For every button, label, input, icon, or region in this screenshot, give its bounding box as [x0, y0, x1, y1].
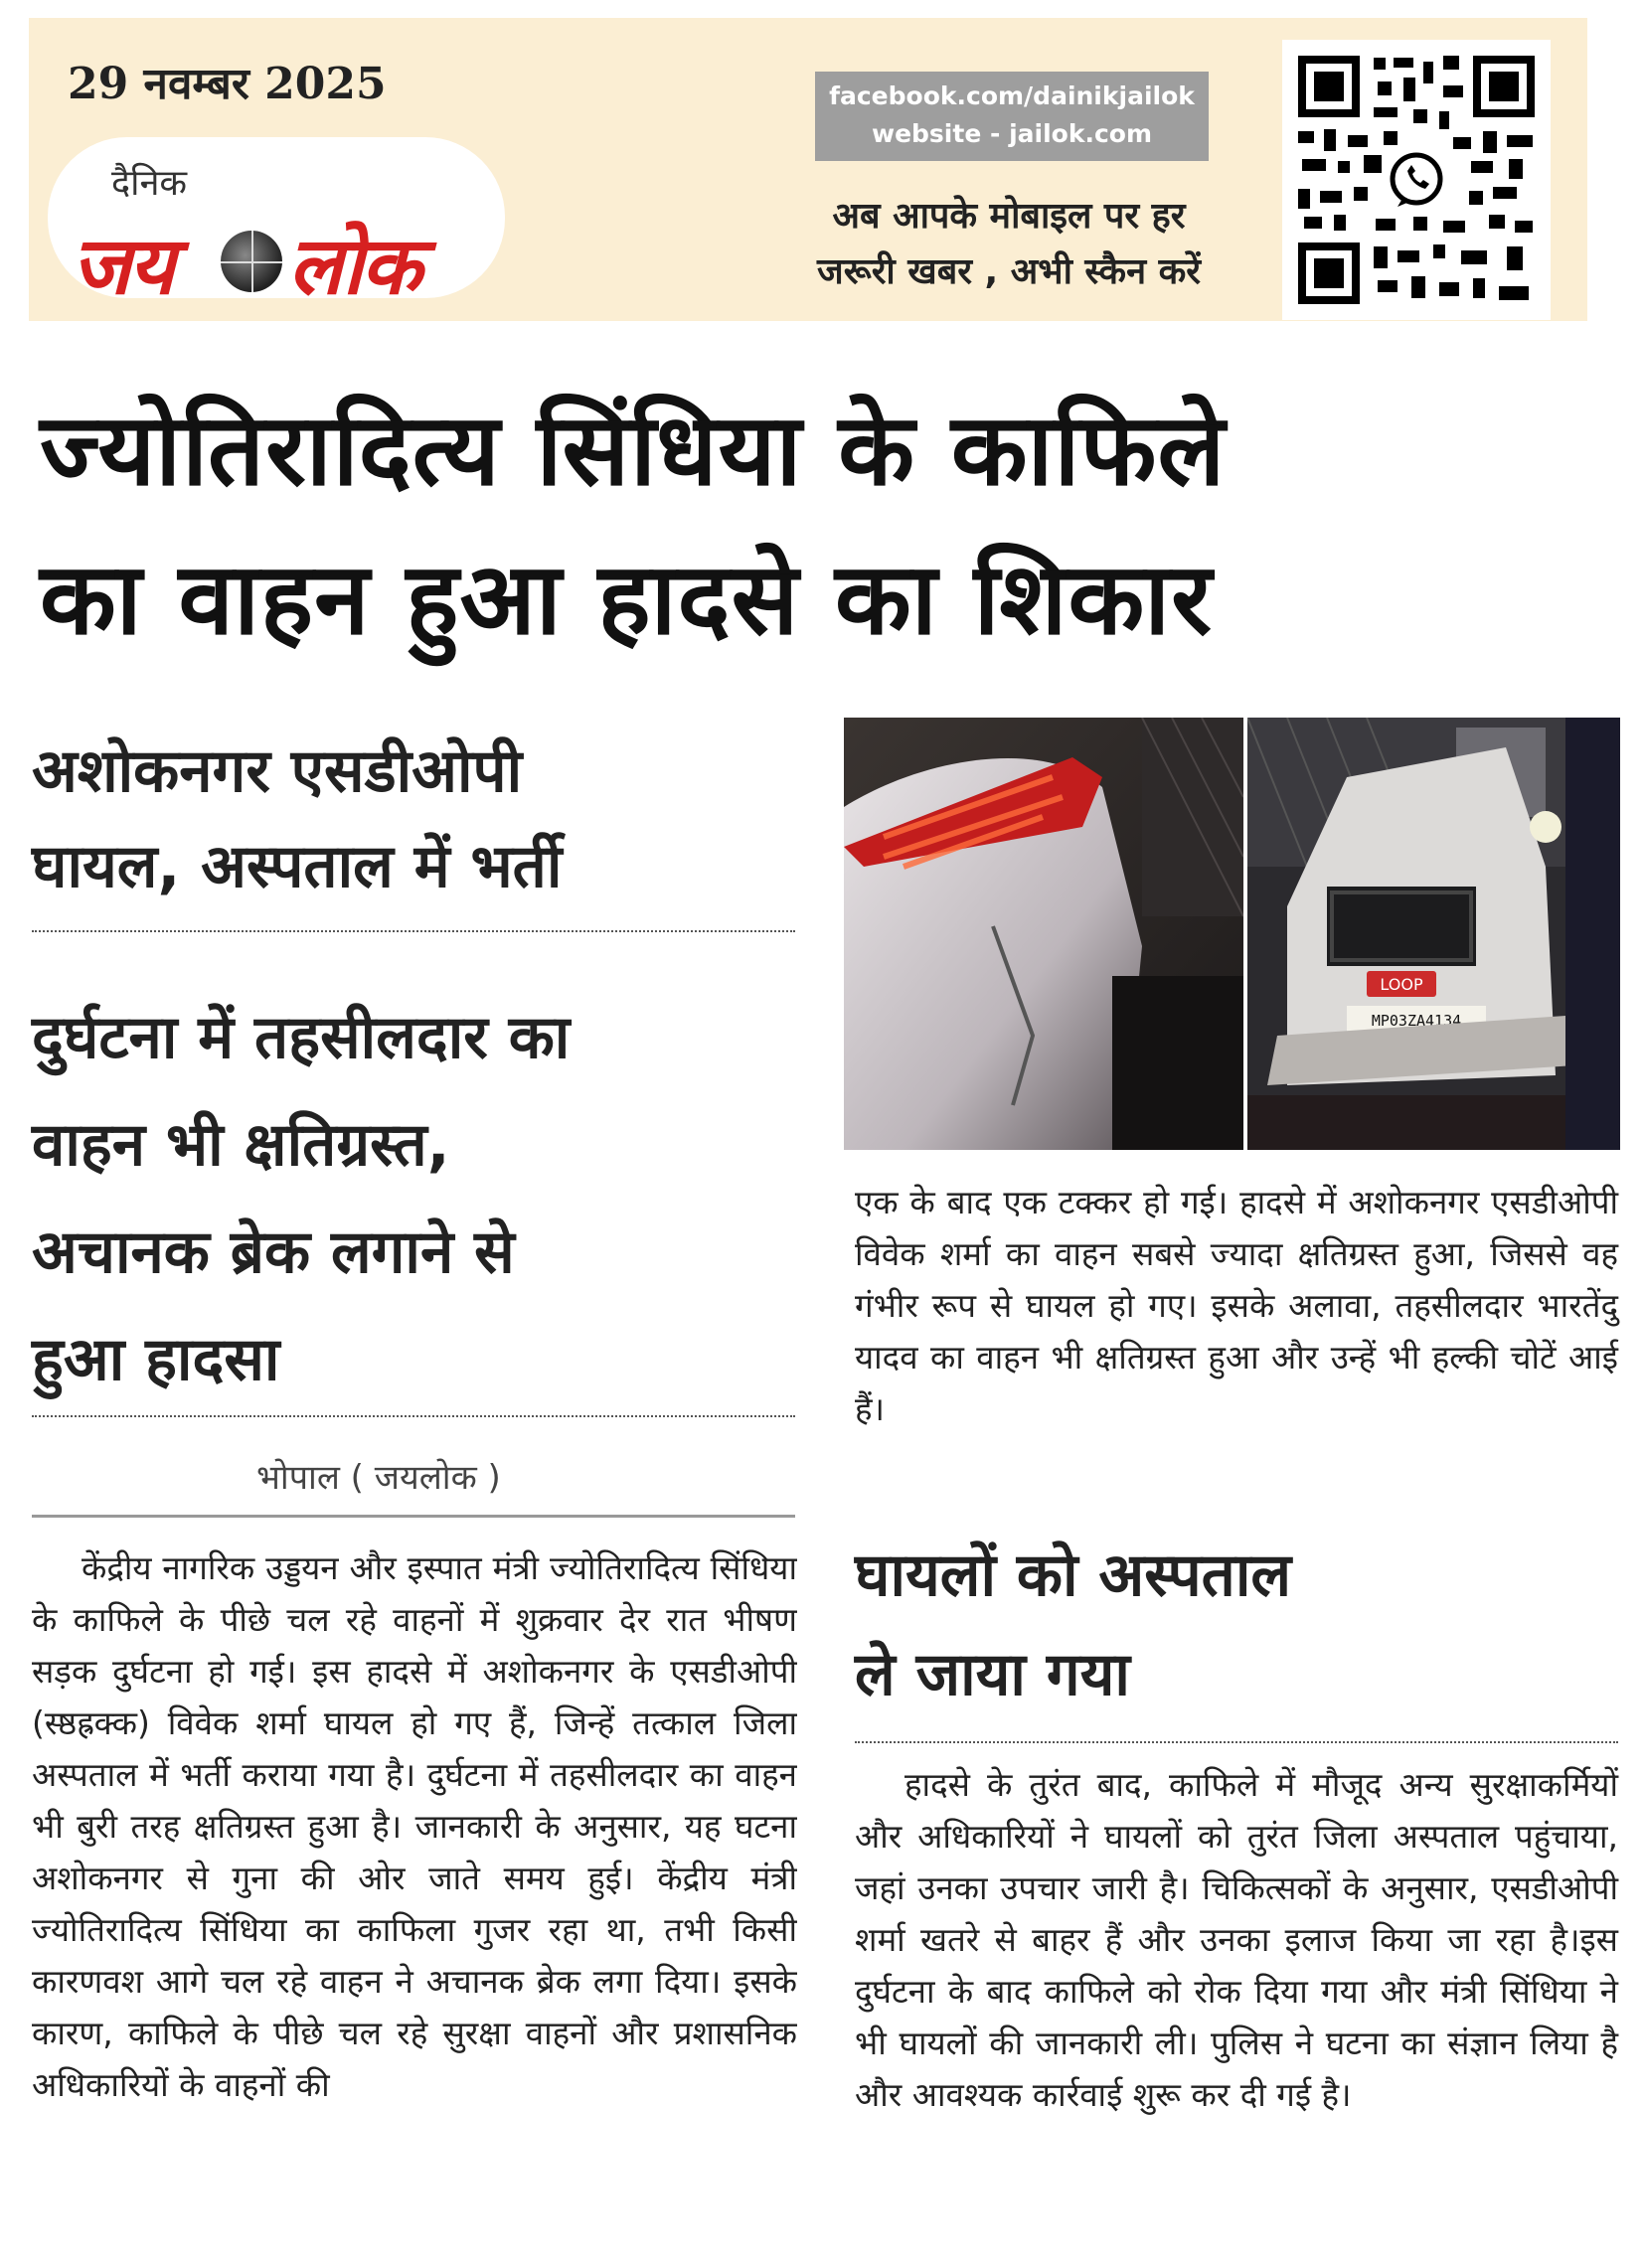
facebook-link[interactable]: facebook.com/dainikjailok: [829, 81, 1195, 110]
subhead-injured-line1: घायलों को अस्पताल: [855, 1540, 1292, 1610]
accident-photo-jeep: [1247, 718, 1620, 1150]
subhead-sdop: [32, 724, 797, 914]
scan-prompt-line1: अब आपके मोबाइल पर हर: [832, 196, 1186, 237]
issue-date: 29 नवम्बर 2025: [68, 59, 387, 109]
website-link[interactable]: website - jailok.com: [871, 119, 1152, 148]
body-paragraph-left: केंद्रीय नागरिक उड्डयन और इस्पात मंत्री ज्योतिरादित्य सिंधिया के काफिले के पीछे चल रहे वाहनों में शुक्रवार देर रात भीषण सड़क दुर्घटना हो गई। इस हादसे में अशोकनगर के एसडीओपी (स्ष्ठह्रक्क) विवेक शर्मा घायल हो गए हैं, जिन्हें तत्काल जिला अस्पताल में भर्ती कराया गया है। दुर्घटना में तहसीलदार का वाहन भी बुरी तरह क्षतिग्रस्त हुआ है। जानकारी के अनुसार, यह घटना अशोकनगर से गुना की ओर जाते समय हुई। केंद्रीय मंत्री ज्योतिरादित्य सिंधिया का काफिला गुजर रहा था, तभी किसी कारणवश आगे चल रहे वाहन ने अचानक ब्रेक लगा दिया। इसके कारण, काफिले के पीछे चल रहे सुरक्षा वाहनों और प्रशासनिक अधिकारियों के वाहनों की: [32, 1548, 797, 2104]
logo-word-lok: लोक: [288, 220, 420, 312]
subhead-tehsildar-line2: वाहन भी क्षतिग्रस्त,: [32, 1110, 450, 1180]
subhead-tehsildar-line4: हुआ हादसा: [32, 1325, 280, 1394]
subhead-sdop-line1: अशोकनगर एसडीओपी: [32, 736, 523, 806]
accident-photo-car: [844, 718, 1243, 1150]
headline: [40, 376, 1610, 674]
headline-line2: का वाहन हुआ हादसे का शिकार: [40, 541, 1214, 657]
accident-photo-jeep-graphic: [1247, 718, 1620, 1150]
divider: [32, 930, 795, 932]
qr-code-graphic: [1294, 52, 1539, 308]
subhead-tehsildar-line3: अचानक ब्रेक लगाने से: [32, 1217, 515, 1287]
globe-icon: [221, 231, 282, 292]
divider: [32, 1515, 795, 1518]
scan-prompt: [785, 189, 1233, 300]
qr-code-icon[interactable]: [1282, 40, 1551, 320]
logo-word-jay: जय: [72, 220, 173, 312]
social-links-box: [815, 72, 1209, 161]
logo-prefix: दैनिक: [111, 163, 188, 204]
headline-line1: ज्योतिरादित्य सिंधिया के काफिले: [40, 392, 1227, 508]
photo-badge-text: LOOP: [1380, 975, 1423, 994]
body-paragraph-right-bottom: हादसे के तुरंत बाद, काफिले में मौजूद अन्य सुरक्षाकर्मियों और अधिकारियों ने घायलों को तुरंत जिला अस्पताल पहुंचाया, जहां उनका उपचार जारी है। चिकित्सकों के अनुसार, एसडीओपी शर्मा खतरे से बाहर हैं और उनका इलाज किया जा रहा है।इस दुर्घटना के बाद काफिले को रोक दिया गया और मंत्री सिंधिया ने भी घायलों की जानकारी ली। पुलिस ने घटना का संज्ञान लिया है और आवश्यक कार्रवाई शुरू कर दी गई है।: [855, 1765, 1618, 2114]
divider: [855, 1741, 1618, 1743]
subhead-injured: [855, 1526, 1620, 1724]
photo-plate-text: MP03ZA4134: [1371, 1012, 1462, 1030]
scan-prompt-line2: जरूरी खबर , अभी स्कैन करें: [817, 251, 1201, 292]
subhead-sdop-line2: घायल, अस्पताल में भर्ती: [32, 832, 563, 901]
subhead-tehsildar-line1: दुर्घटना में तहसीलदार का: [32, 1003, 571, 1072]
dateline: भोपाल ( जयलोक ): [256, 1458, 501, 1498]
subhead-injured-line2: ले जाया गया: [855, 1640, 1130, 1709]
divider: [32, 1415, 795, 1417]
body-paragraph-right-top: एक के बाद एक टक्कर हो गई। हादसे में अशोकनगर एसडीओपी विवेक शर्मा का वाहन सबसे ज्यादा क्षतिग्रस्त हुआ, जिससे वह गंभीर रूप से घायल हो गए। इसके अलावा, तहसीलदार भारतेंदु यादव का वाहन भी क्षतिग्रस्त हुआ और उन्हें भी हल्की चोटें आई हैं।: [855, 1183, 1618, 1428]
accident-photo-car-graphic: [844, 718, 1243, 1150]
subhead-tehsildar: [32, 984, 797, 1413]
